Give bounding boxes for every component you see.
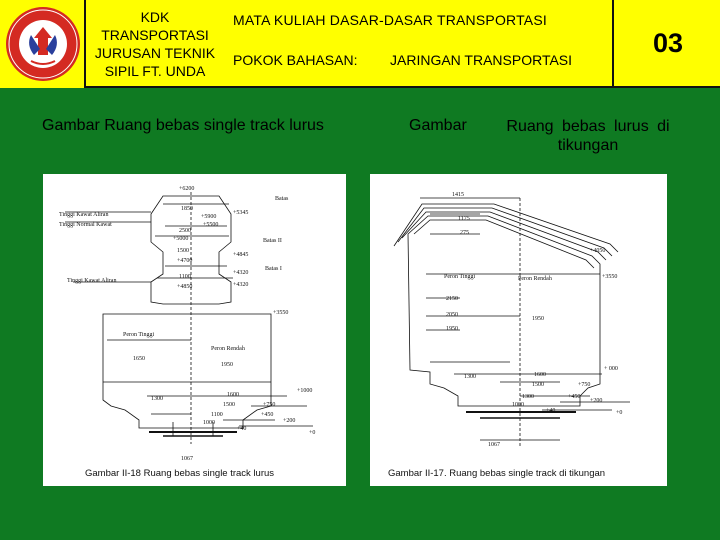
label-6200: +6200 [179,186,195,192]
topic-label: POKOK BAHASAN: [233,52,358,68]
figure-curved-track-clearance [370,174,667,486]
right-figure-caption: Ruang bebas lurus di tikungan [506,118,670,154]
label-5000: +5000 [173,236,189,242]
label-batas: Batas [275,196,289,202]
label-1000b: 1000 [203,420,215,426]
label-peron-rendah: Peron Rendah [518,276,552,282]
label-1500b: 1500 [223,402,235,408]
label-1650: 1650 [133,356,145,362]
institution-line: SIPIL FT. UNDA [104,63,206,79]
label-peron-tinggi: Peron Tinggi [123,332,155,338]
label-750: +750 [263,402,276,408]
label-1067: 1067 [181,456,193,462]
clearance-diagram-curved [370,174,667,486]
label-1000: +1000 [297,388,313,394]
slide-number-box [612,0,720,88]
label-40: +40 [237,426,247,432]
label-4320a: +4320 [233,270,249,276]
label-200: +200 [590,398,603,404]
slide-header [0,0,720,88]
label-450: +450 [568,394,581,400]
label-1600: 1600 [534,372,546,378]
label-normal-kawat: Tinggi Normal Kawat [59,222,112,228]
label-200: +200 [283,418,296,424]
label-1000: 1000 [512,402,524,408]
clearance-diagram-straight [43,174,346,486]
slide-number: 03 [652,28,684,58]
label-2150: 2150 [446,296,458,302]
label-3550: +3550 [602,274,618,280]
label-5345: +5345 [233,210,249,216]
label-750: +750 [578,382,591,388]
label-1067: 1067 [488,442,500,448]
label-1100: 1100 [179,274,191,280]
institution-line: KDK [140,9,170,25]
topic-value: JARINGAN TRANSPORTASI [390,52,573,68]
label-1950: 1950 [221,362,233,368]
label-4845: +4845 [233,252,249,258]
institution-line: TRANSPORTASI [101,27,209,43]
label-4700: +4700 [177,258,193,264]
label-5500: +5500 [203,222,219,228]
institution-name [86,8,224,80]
label-4850: +4850 [177,284,193,290]
university-logo [0,0,86,88]
label-1100b: 1100 [211,412,223,418]
university-seal-icon [4,5,82,83]
left-figure-caption: Gambar Ruang bebas single track lurus [42,117,324,134]
label-batas-i: Batas I [265,266,282,272]
label-2050: 2050 [446,312,458,318]
label-000: + 000 [604,366,618,372]
figure-straight-track-clearance [43,174,346,486]
figure1-caption: Gambar II-18 Ruang bebas single track lurus [85,468,275,479]
label-kawat-aliran: Tinggi Kawat Aliran [59,212,109,218]
label-1500: 1500 [177,248,189,254]
label-1175: 1175 [458,216,470,222]
label-batas-ii: Batas II [263,238,282,244]
label-kawat-aliran-2: Tinggi Kawat Aliran [67,278,117,284]
label-0: +0 [309,430,316,436]
label-275: 275 [460,230,469,236]
figure2-caption: Gambar II-17. Ruang bebas single track di tikungan [388,468,606,479]
label-1415: 1415 [452,192,464,198]
label-5900: +5900 [201,214,217,220]
label-4050: +4050 [590,248,606,254]
label-1850: 1850 [181,206,193,212]
label-2500: 2500 [179,228,191,234]
label-peron-rendah: Peron Rendah [211,346,245,352]
label-1600: 1600 [227,392,239,398]
label-0b: +0 [616,410,623,416]
label-1300: 1300 [464,374,476,380]
label-1300b: 1300 [522,394,534,400]
label-peron-tinggi: Peron Tinggi [444,274,476,280]
label-4320b: +4320 [233,282,249,288]
label-3550: +3550 [273,310,289,316]
right-caption-prefix: Gambar [409,117,467,134]
label-1300: 1300 [151,396,163,402]
label-40: +40 [546,408,556,414]
label-1950b: 1950 [532,316,544,322]
label-1950a: 1950 [446,326,458,332]
course-title: MATA KULIAH DASAR-DASAR TRANSPORTASI [233,12,547,28]
institution-line: JURUSAN TEKNIK [94,45,216,61]
label-450: +450 [261,412,274,418]
label-1500: 1500 [532,382,544,388]
